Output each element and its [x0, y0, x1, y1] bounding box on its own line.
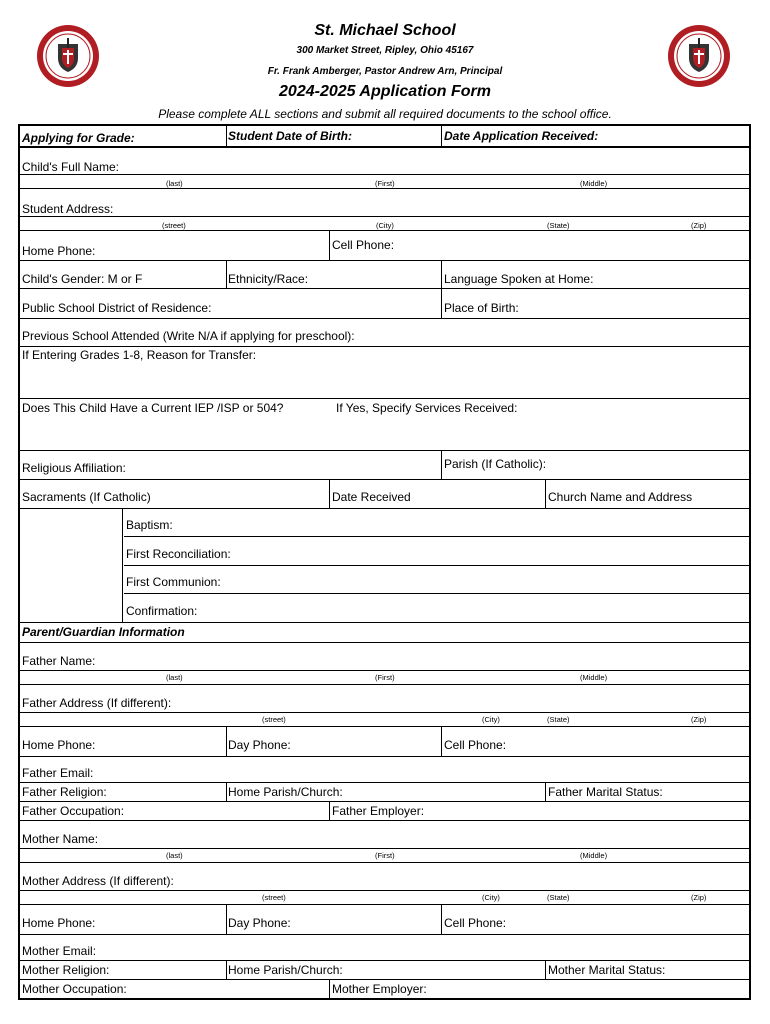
sub-last: (last) — [166, 179, 183, 188]
school-staff: Fr. Frank Amberger, Pastor Andrew Arn, Principal — [267, 66, 503, 77]
sub-zip: (Zip) — [691, 893, 707, 902]
father-marital-status-label[interactable]: Father Marital Status: — [548, 785, 663, 799]
student-dob-label[interactable]: Student Date of Birth: — [228, 129, 352, 143]
sub-street: (street) — [162, 221, 186, 230]
school-district-label[interactable]: Public School District of Residence: — [22, 301, 212, 315]
sub-state: (State) — [547, 221, 570, 230]
confirmation-label[interactable]: Confirmation: — [126, 604, 198, 618]
father-name-label[interactable]: Father Name: — [22, 654, 96, 668]
father-email-label[interactable]: Father Email: — [22, 766, 94, 780]
father-home-parish-label[interactable]: Home Parish/Church: — [228, 785, 343, 799]
sub-last: (last) — [166, 851, 183, 860]
mother-marital-status-label[interactable]: Mother Marital Status: — [548, 963, 666, 977]
first-reconciliation-label[interactable]: First Reconciliation: — [126, 547, 231, 561]
sub-state: (State) — [547, 715, 570, 724]
child-full-name-label[interactable]: Child's Full Name: — [22, 160, 119, 174]
sub-city: (City) — [482, 893, 500, 902]
mother-email-label[interactable]: Mother Email: — [22, 944, 97, 958]
father-religion-label[interactable]: Father Religion: — [22, 785, 107, 799]
applying-grade-label[interactable]: Applying for Grade: — [22, 131, 135, 145]
sub-city: (City) — [482, 715, 500, 724]
sub-zip: (Zip) — [691, 221, 707, 230]
father-occupation-label[interactable]: Father Occupation: — [22, 804, 125, 818]
sacraments-label: Sacraments (If Catholic) — [22, 490, 151, 504]
parish-label[interactable]: Parish (If Catholic): — [444, 457, 547, 471]
church-name-col: Church Name and Address — [548, 490, 693, 504]
sub-middle: (Middle) — [580, 673, 608, 682]
religious-affiliation-label[interactable]: Religious Affiliation: — [22, 461, 126, 475]
language-label[interactable]: Language Spoken at Home: — [444, 272, 594, 286]
previous-school-label[interactable]: Previous School Attended (Write N/A if applying for preschool): — [22, 329, 355, 343]
sub-first: (First) — [375, 179, 395, 188]
baptism-label[interactable]: Baptism: — [126, 518, 173, 532]
mother-home-phone-label[interactable]: Home Phone: — [22, 916, 96, 930]
sub-first: (First) — [375, 851, 395, 860]
home-phone-label[interactable]: Home Phone: — [22, 244, 96, 258]
mother-religion-label[interactable]: Mother Religion: — [22, 963, 110, 977]
father-cell-phone-label[interactable]: Cell Phone: — [444, 738, 507, 752]
first-communion-label[interactable]: First Communion: — [126, 575, 221, 589]
sub-first: (First) — [375, 673, 395, 682]
mother-employer-label[interactable]: Mother Employer: — [332, 982, 427, 996]
mother-address-label[interactable]: Mother Address (If different): — [22, 874, 174, 888]
mother-home-parish-label[interactable]: Home Parish/Church: — [228, 963, 343, 977]
mother-day-phone-label[interactable]: Day Phone: — [228, 916, 291, 930]
ethnicity-label[interactable]: Ethnicity/Race: — [228, 272, 309, 286]
sub-city: (City) — [376, 221, 394, 230]
father-address-label[interactable]: Father Address (If different): — [22, 696, 172, 710]
cell-phone-label[interactable]: Cell Phone: — [332, 238, 395, 252]
sub-middle: (Middle) — [580, 851, 608, 860]
school-address: 300 Market Street, Ripley, Ohio 45167 — [296, 45, 474, 56]
sub-state: (State) — [547, 893, 570, 902]
date-received-label[interactable]: Date Application Received: — [444, 129, 599, 143]
father-employer-label[interactable]: Father Employer: — [332, 804, 425, 818]
school-name: St. Michael School — [314, 22, 456, 39]
application-form — [18, 124, 751, 1000]
sub-street: (street) — [262, 715, 286, 724]
place-of-birth-label[interactable]: Place of Birth: — [444, 301, 519, 315]
sub-last: (last) — [166, 673, 183, 682]
parent-section-title: Parent/Guardian Information — [22, 625, 185, 639]
mother-name-label[interactable]: Mother Name: — [22, 832, 99, 846]
student-address-label[interactable]: Student Address: — [22, 202, 114, 216]
date-received-col: Date Received — [332, 490, 411, 504]
sub-street: (street) — [262, 893, 286, 902]
father-day-phone-label[interactable]: Day Phone: — [228, 738, 291, 752]
mother-cell-phone-label[interactable]: Cell Phone: — [444, 916, 507, 930]
father-home-phone-label[interactable]: Home Phone: — [22, 738, 96, 752]
child-gender-label[interactable]: Child's Gender: M or F — [22, 272, 143, 286]
instructions: Please complete ALL sections and submit all required documents to the school office. — [158, 107, 612, 121]
iep-label[interactable]: Does This Child Have a Current IEP /ISP or 504? — [22, 401, 284, 415]
transfer-reason-label[interactable]: If Entering Grades 1-8, Reason for Transfer: — [22, 348, 257, 362]
sub-zip: (Zip) — [691, 715, 707, 724]
services-label[interactable]: If Yes, Specify Services Received: — [336, 401, 518, 415]
mother-occupation-label[interactable]: Mother Occupation: — [22, 982, 127, 996]
form-title: 2024-2025 Application Form — [279, 83, 491, 100]
sub-middle: (Middle) — [580, 179, 608, 188]
